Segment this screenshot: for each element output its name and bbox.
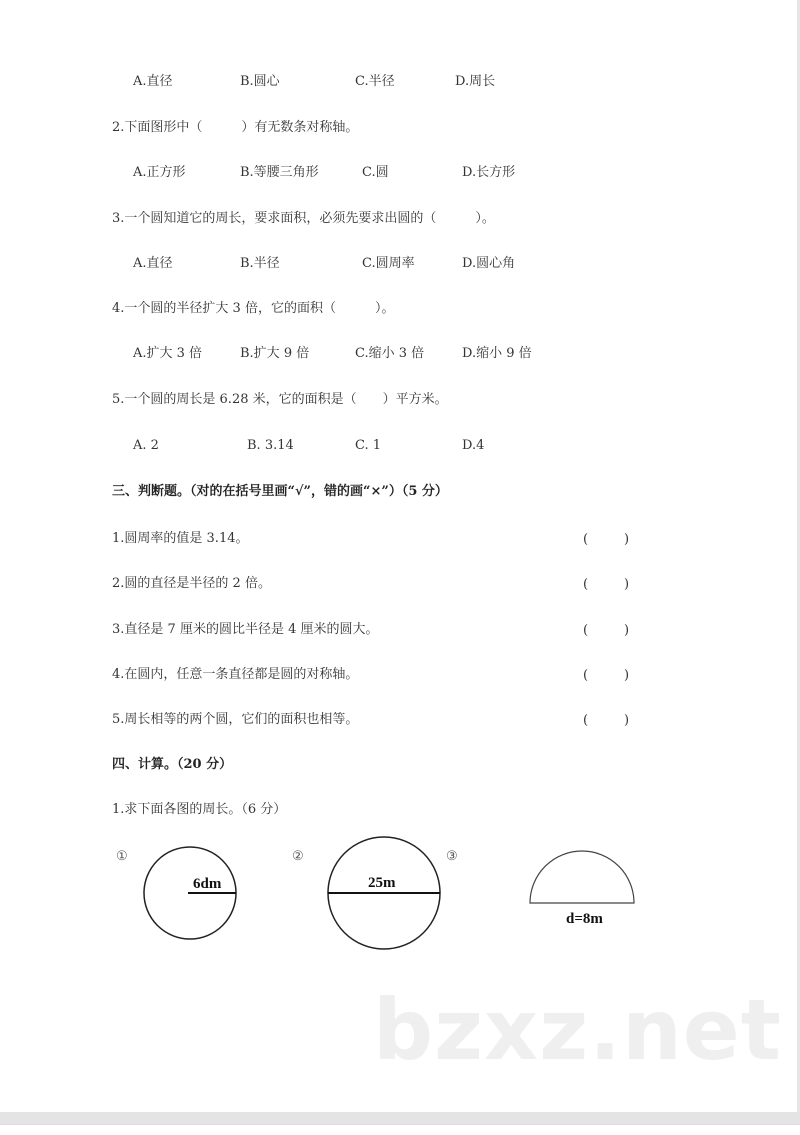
figure-circle-radius xyxy=(144,847,236,939)
figure-semicircle xyxy=(530,851,634,927)
section-title: 四、计算。（20 分） xyxy=(112,757,233,772)
option: B.扩大 9 倍 xyxy=(240,346,310,361)
question-text: 1.求下面各图的周长。（6 分） xyxy=(112,802,287,817)
question-text: 5.一个圆的周长是 6.28 米，它的面积是（ ）平方米。 xyxy=(112,392,448,407)
option: B.半径 xyxy=(240,256,280,271)
judge-item: 3.直径是 7 厘米的圆比半径是 4 厘米的圆大。 xyxy=(112,622,379,637)
option: C.缩小 3 倍 xyxy=(355,346,425,361)
option: D.4 xyxy=(462,438,485,453)
answer-bracket-open: ( xyxy=(583,668,589,683)
option: D.圆心角 xyxy=(462,256,516,271)
question-text: 3.一个圆知道它的周长，要求面积，必须先要求出圆的（ ）。 xyxy=(112,211,495,226)
answer-bracket-close: ) xyxy=(624,532,630,547)
watermark: bzxz.net xyxy=(373,981,782,1079)
figure-label: 25m xyxy=(368,875,396,891)
question-text: 2.下面图形中（ ）有无数条对称轴。 xyxy=(112,120,359,135)
figure-number: ② xyxy=(292,849,304,864)
option: C.半径 xyxy=(355,74,395,89)
figure-label: 6dm xyxy=(193,876,222,892)
figure-label: d=8m xyxy=(566,911,603,927)
option: A. 2 xyxy=(133,438,159,453)
figures-svg xyxy=(0,820,800,960)
judge-item: 2.圆的直径是半径的 2 倍。 xyxy=(112,576,271,591)
option: D.缩小 9 倍 xyxy=(462,346,532,361)
figure-number: ① xyxy=(116,849,128,864)
answer-bracket-close: ) xyxy=(624,713,630,728)
question-text: 4.一个圆的半径扩大 3 倍，它的面积（ ）。 xyxy=(112,301,395,316)
option: A.扩大 3 倍 xyxy=(133,346,203,361)
answer-bracket-open: ( xyxy=(583,532,589,547)
answer-bracket-close: ) xyxy=(624,577,630,592)
next-page-edge xyxy=(0,1124,800,1135)
section-title: 三、判断题。（对的在括号里画“√”，错的画“×”）（5 分） xyxy=(112,484,448,499)
judge-item: 4.在圆内，任意一条直径都是圆的对称轴。 xyxy=(112,667,359,682)
option: D.长方形 xyxy=(462,165,516,180)
option: B.等腰三角形 xyxy=(240,165,319,180)
judge-item: 5.周长相等的两个圆，它们的面积也相等。 xyxy=(112,712,359,727)
option: B. 3.14 xyxy=(247,438,294,453)
answer-bracket-close: ) xyxy=(624,668,630,683)
option: C.圆 xyxy=(362,165,389,180)
figure-number: ③ xyxy=(446,849,458,864)
option: B.圆心 xyxy=(240,74,280,89)
answer-bracket-open: ( xyxy=(583,623,589,638)
option: A.直径 xyxy=(133,74,173,89)
option: C.圆周率 xyxy=(362,256,415,271)
option: C. 1 xyxy=(355,438,382,453)
answer-bracket-open: ( xyxy=(583,577,589,592)
option: A.直径 xyxy=(133,256,173,271)
judge-item: 1.圆周率的值是 3.14。 xyxy=(112,531,249,546)
figure-circle-diameter xyxy=(328,837,440,949)
answer-bracket-close: ) xyxy=(624,623,630,638)
answer-bracket-open: ( xyxy=(583,713,589,728)
page-separator xyxy=(0,1112,800,1124)
option: A.正方形 xyxy=(133,165,186,180)
option: D.周长 xyxy=(455,74,496,89)
